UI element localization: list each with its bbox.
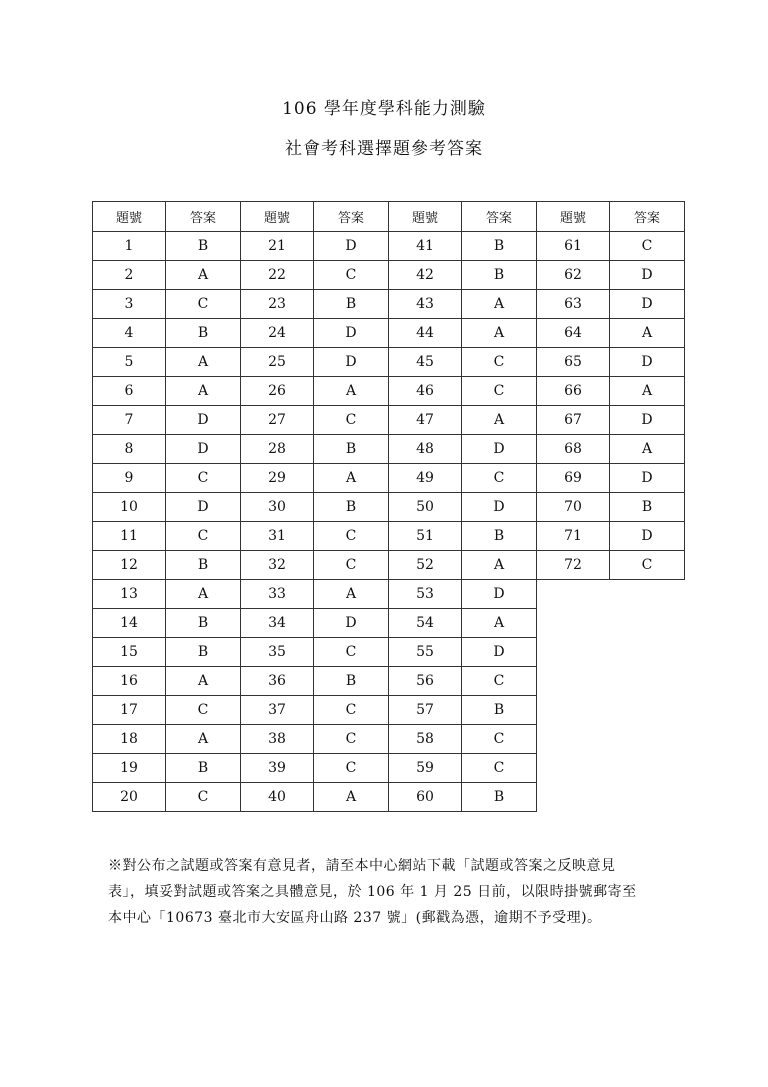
answer-cell: C (462, 377, 537, 406)
answer-cell: B (166, 754, 241, 783)
table-row (93, 783, 685, 812)
question-number-cell: 32 (241, 551, 314, 580)
question-number-cell: 55 (389, 638, 462, 667)
table-row (93, 406, 685, 435)
question-number-cell: 8 (93, 435, 166, 464)
answer-cell: C (314, 551, 389, 580)
question-number-cell: 30 (241, 493, 314, 522)
answer-cell: B (314, 667, 389, 696)
question-number-cell: 13 (93, 580, 166, 609)
answer-cell: A (166, 377, 241, 406)
answer-cell: D (166, 493, 241, 522)
answer-cell: B (462, 783, 537, 812)
answer-cell: D (314, 232, 389, 261)
empty-cell (610, 580, 685, 609)
answer-cell: D (166, 406, 241, 435)
question-number-cell: 25 (241, 348, 314, 377)
answer-cell: B (314, 290, 389, 319)
question-number-cell: 72 (537, 551, 610, 580)
question-number-cell: 65 (537, 348, 610, 377)
question-number-cell: 11 (93, 522, 166, 551)
answer-cell: A (166, 725, 241, 754)
question-number-cell: 18 (93, 725, 166, 754)
answer-cell: C (314, 261, 389, 290)
answer-cell: A (610, 377, 685, 406)
answer-cell: B (166, 638, 241, 667)
question-number-cell: 46 (389, 377, 462, 406)
empty-cell (537, 609, 610, 638)
question-number-cell: 63 (537, 290, 610, 319)
answer-cell: B (314, 435, 389, 464)
table-row (93, 725, 685, 754)
answer-cell: A (462, 290, 537, 319)
answer-cell: A (166, 667, 241, 696)
empty-cell (610, 754, 685, 783)
answer-cell: B (462, 522, 537, 551)
answer-cell: C (314, 522, 389, 551)
answer-cell: D (610, 290, 685, 319)
question-number-cell: 35 (241, 638, 314, 667)
question-number-cell: 60 (389, 783, 462, 812)
question-number-cell: 70 (537, 493, 610, 522)
empty-cell (537, 696, 610, 725)
answer-cell: D (462, 638, 537, 667)
answer-cell: D (462, 493, 537, 522)
question-number-cell: 53 (389, 580, 462, 609)
empty-cell (610, 609, 685, 638)
answer-cell: A (462, 319, 537, 348)
answer-cell: A (314, 377, 389, 406)
answer-cell: D (462, 435, 537, 464)
question-number-cell: 45 (389, 348, 462, 377)
question-number-cell: 16 (93, 667, 166, 696)
question-number-cell: 2 (93, 261, 166, 290)
question-number-cell: 59 (389, 754, 462, 783)
question-number-cell: 5 (93, 348, 166, 377)
question-number-cell: 50 (389, 493, 462, 522)
answer-cell: B (166, 319, 241, 348)
table-row (93, 493, 685, 522)
question-number-cell: 6 (93, 377, 166, 406)
answer-cell: A (166, 261, 241, 290)
table-row (93, 609, 685, 638)
answer-cell: B (166, 232, 241, 261)
table-row (93, 638, 685, 667)
answer-cell: D (314, 609, 389, 638)
question-number-cell: 17 (93, 696, 166, 725)
objection-notice (108, 853, 668, 931)
empty-cell (610, 696, 685, 725)
answer-cell: A (314, 464, 389, 493)
question-number-cell: 51 (389, 522, 462, 551)
answer-cell: C (314, 406, 389, 435)
answer-cell: A (610, 435, 685, 464)
answer-cell: D (610, 464, 685, 493)
question-number-cell: 54 (389, 609, 462, 638)
answer-cell: D (610, 348, 685, 377)
empty-cell (537, 638, 610, 667)
question-number-cell: 23 (241, 290, 314, 319)
question-number-cell: 9 (93, 464, 166, 493)
answer-cell: A (314, 783, 389, 812)
question-number-cell: 48 (389, 435, 462, 464)
answer-cell: C (462, 667, 537, 696)
question-number-cell: 57 (389, 696, 462, 725)
table-row (93, 754, 685, 783)
table-row (93, 319, 685, 348)
answer-cell: B (166, 551, 241, 580)
header-question-number: 題號 (241, 202, 314, 232)
empty-cell (610, 667, 685, 696)
question-number-cell: 41 (389, 232, 462, 261)
answer-cell: B (462, 696, 537, 725)
question-number-cell: 15 (93, 638, 166, 667)
question-number-cell: 33 (241, 580, 314, 609)
answer-cell: C (462, 754, 537, 783)
table-row (93, 290, 685, 319)
answer-cell: B (314, 493, 389, 522)
table-row (93, 551, 685, 580)
table-row (93, 522, 685, 551)
question-number-cell: 44 (389, 319, 462, 348)
question-number-cell: 1 (93, 232, 166, 261)
notice-line: ※對公布之試題或答案有意見者，請至本中心網站下載「試題或答案之反映意見 (108, 858, 616, 874)
header-answer: 答案 (610, 202, 685, 232)
question-number-cell: 29 (241, 464, 314, 493)
header-question-number: 題號 (93, 202, 166, 232)
empty-cell (537, 725, 610, 754)
table-row (93, 261, 685, 290)
answer-cell: A (610, 319, 685, 348)
question-number-cell: 66 (537, 377, 610, 406)
question-number-cell: 61 (537, 232, 610, 261)
answer-cell: D (166, 435, 241, 464)
question-number-cell: 71 (537, 522, 610, 551)
answer-cell: A (462, 551, 537, 580)
question-number-cell: 62 (537, 261, 610, 290)
header-answer: 答案 (314, 202, 389, 232)
question-number-cell: 14 (93, 609, 166, 638)
answer-cell: A (462, 406, 537, 435)
answer-cell: B (462, 261, 537, 290)
answer-cell: C (314, 725, 389, 754)
question-number-cell: 52 (389, 551, 462, 580)
answer-cell: D (610, 522, 685, 551)
question-number-cell: 4 (93, 319, 166, 348)
answer-cell: C (166, 783, 241, 812)
answer-cell: B (166, 609, 241, 638)
question-number-cell: 34 (241, 609, 314, 638)
question-number-cell: 40 (241, 783, 314, 812)
answer-cell: A (314, 580, 389, 609)
question-number-cell: 49 (389, 464, 462, 493)
answer-cell: D (314, 348, 389, 377)
answer-table-body (93, 202, 685, 812)
question-number-cell: 19 (93, 754, 166, 783)
question-number-cell: 21 (241, 232, 314, 261)
page-title: 106 學年度學科能力測驗 (282, 99, 486, 119)
table-row (93, 232, 685, 261)
answer-cell: C (462, 464, 537, 493)
answer-cell: C (166, 522, 241, 551)
empty-cell (537, 754, 610, 783)
notice-line: 本中心「10673 臺北市大安區舟山路 237 號」(郵戳為憑，逾期不予受理)。 (108, 910, 602, 926)
table-row (93, 667, 685, 696)
question-number-cell: 39 (241, 754, 314, 783)
answer-cell: C (314, 754, 389, 783)
answer-cell: C (462, 348, 537, 377)
question-number-cell: 56 (389, 667, 462, 696)
answer-cell: B (610, 493, 685, 522)
empty-cell (610, 638, 685, 667)
question-number-cell: 36 (241, 667, 314, 696)
question-number-cell: 22 (241, 261, 314, 290)
question-number-cell: 64 (537, 319, 610, 348)
answer-table (92, 201, 685, 812)
table-row (93, 580, 685, 609)
question-number-cell: 38 (241, 725, 314, 754)
question-number-cell: 26 (241, 377, 314, 406)
question-number-cell: 43 (389, 290, 462, 319)
answer-cell: C (462, 725, 537, 754)
answer-cell: D (462, 580, 537, 609)
answer-cell: C (166, 464, 241, 493)
answer-cell: A (166, 580, 241, 609)
question-number-cell: 31 (241, 522, 314, 551)
question-number-cell: 67 (537, 406, 610, 435)
answer-cell: D (610, 406, 685, 435)
empty-cell (610, 725, 685, 754)
answer-cell: C (166, 696, 241, 725)
table-row (93, 464, 685, 493)
answer-cell: C (610, 232, 685, 261)
question-number-cell: 37 (241, 696, 314, 725)
notice-line: 表」，填妥對試題或答案之具體意見，於 106 年 1 月 25 日前，以限時掛號郵寄至 (108, 884, 637, 900)
header-answer: 答案 (462, 202, 537, 232)
question-number-cell: 20 (93, 783, 166, 812)
page-subtitle: 社會考科選擇題參考答案 (285, 139, 483, 159)
answer-cell: C (610, 551, 685, 580)
answer-cell: C (314, 696, 389, 725)
question-number-cell: 47 (389, 406, 462, 435)
empty-cell (537, 580, 610, 609)
answer-cell: A (166, 348, 241, 377)
table-row (93, 696, 685, 725)
question-number-cell: 12 (93, 551, 166, 580)
question-number-cell: 24 (241, 319, 314, 348)
question-number-cell: 42 (389, 261, 462, 290)
empty-cell (610, 783, 685, 812)
table-row (93, 377, 685, 406)
answer-table-header-row (93, 202, 685, 232)
question-number-cell: 58 (389, 725, 462, 754)
question-number-cell: 28 (241, 435, 314, 464)
question-number-cell: 68 (537, 435, 610, 464)
header-question-number: 題號 (537, 202, 610, 232)
answer-cell: D (314, 319, 389, 348)
answer-cell: D (610, 261, 685, 290)
empty-cell (537, 667, 610, 696)
empty-cell (537, 783, 610, 812)
question-number-cell: 7 (93, 406, 166, 435)
question-number-cell: 27 (241, 406, 314, 435)
answer-cell: A (462, 609, 537, 638)
question-number-cell: 3 (93, 290, 166, 319)
table-row (93, 348, 685, 377)
answer-cell: C (314, 638, 389, 667)
question-number-cell: 10 (93, 493, 166, 522)
table-row (93, 435, 685, 464)
answer-cell: C (166, 290, 241, 319)
question-number-cell: 69 (537, 464, 610, 493)
header-answer: 答案 (166, 202, 241, 232)
header-question-number: 題號 (389, 202, 462, 232)
answer-cell: B (462, 232, 537, 261)
